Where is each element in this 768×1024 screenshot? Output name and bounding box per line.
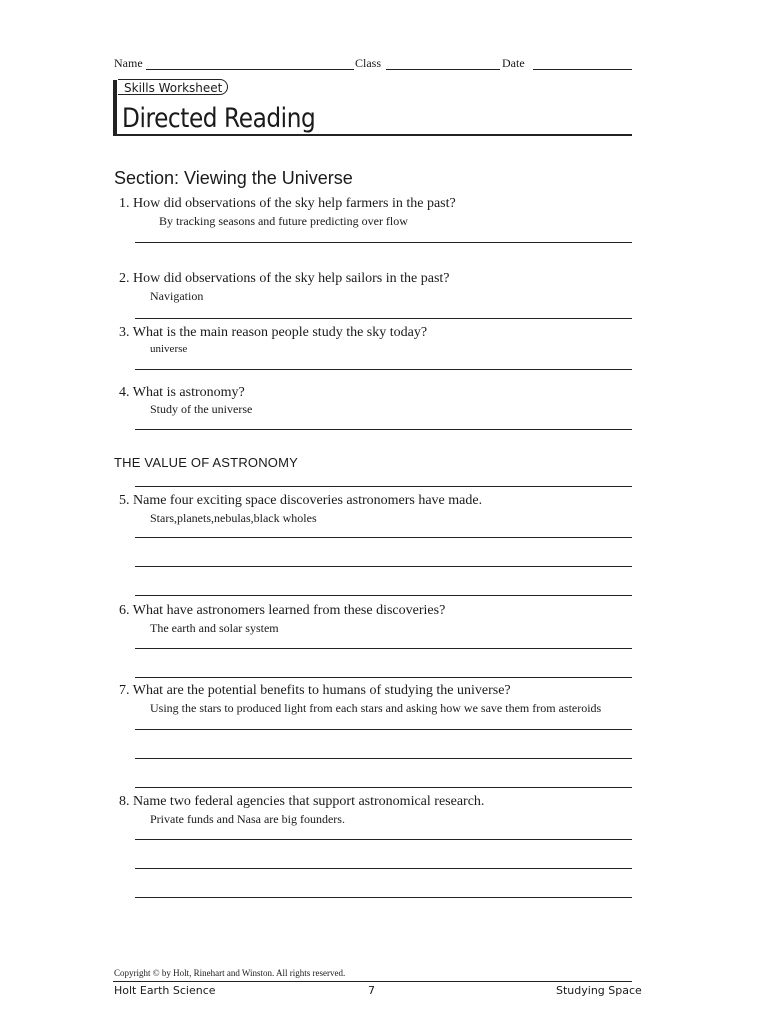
answer-2[interactable]: Navigation xyxy=(150,289,204,303)
answer-line[interactable] xyxy=(135,839,632,840)
question-1: 1. How did observations of the sky help farmers in the past? xyxy=(119,196,456,211)
answer-line[interactable] xyxy=(135,595,632,596)
section-title: Section: Viewing the Universe xyxy=(114,168,353,188)
page-title: Directed Reading xyxy=(122,103,316,134)
answer-line[interactable] xyxy=(135,537,632,538)
subheading: THE VALUE OF ASTRONOMY xyxy=(114,455,299,470)
name-field[interactable] xyxy=(146,69,354,70)
answer-line[interactable] xyxy=(135,787,632,788)
title-rule xyxy=(113,134,632,136)
copyright-text: Copyright © by Holt, Rinehart and Winston. All rights reserved. xyxy=(114,968,346,978)
date-label: Date xyxy=(502,56,525,70)
answer-6[interactable]: The earth and solar system xyxy=(150,621,279,635)
question-6: 6. What have astronomers learned from these discoveries? xyxy=(119,603,446,618)
question-8: 8. Name two federal agencies that support astronomical research. xyxy=(119,794,485,809)
footer-book-title: Holt Earth Science xyxy=(114,984,216,997)
answer-line[interactable] xyxy=(135,242,632,243)
answer-line[interactable] xyxy=(135,369,632,370)
question-4: 4. What is astronomy? xyxy=(119,385,245,400)
page-number: 7 xyxy=(368,984,375,997)
question-3: 3. What is the main reason people study the sky today? xyxy=(119,325,428,340)
question-5: 5. Name four exciting space discoveries astronomers have made. xyxy=(119,493,483,508)
answer-line[interactable] xyxy=(135,566,632,567)
answer-3[interactable]: universe xyxy=(150,343,188,355)
answer-line[interactable] xyxy=(135,758,632,759)
class-label: Class xyxy=(355,56,382,70)
skills-worksheet-badge: Skills Worksheet xyxy=(118,79,228,95)
answer-8[interactable]: Private funds and Nasa are big founders. xyxy=(150,812,345,826)
footer-rule xyxy=(113,981,632,982)
answer-line[interactable] xyxy=(135,897,632,898)
title-bar xyxy=(113,80,117,135)
answer-line[interactable] xyxy=(135,868,632,869)
answer-line[interactable] xyxy=(135,429,632,430)
footer-chapter: Studying Space xyxy=(556,984,642,997)
answer-4[interactable]: Study of the universe xyxy=(150,402,253,416)
question-7: 7. What are the potential benefits to humans of studying the universe? xyxy=(119,683,511,698)
divider-line xyxy=(135,486,632,487)
class-field[interactable] xyxy=(386,69,500,70)
question-2: 2. How did observations of the sky help sailors in the past? xyxy=(119,271,450,286)
answer-line[interactable] xyxy=(135,677,632,678)
answer-5[interactable]: Stars,planets,nebulas,black wholes xyxy=(150,511,317,525)
answer-1[interactable]: By tracking seasons and future predicting over flow xyxy=(159,214,408,228)
name-label: Name xyxy=(114,56,143,70)
answer-line[interactable] xyxy=(135,729,632,730)
answer-7[interactable]: Using the stars to produced light from each stars and asking how we save them from asteroids xyxy=(150,701,602,715)
answer-line[interactable] xyxy=(135,318,632,319)
answer-line[interactable] xyxy=(135,648,632,649)
date-field[interactable] xyxy=(533,69,632,70)
